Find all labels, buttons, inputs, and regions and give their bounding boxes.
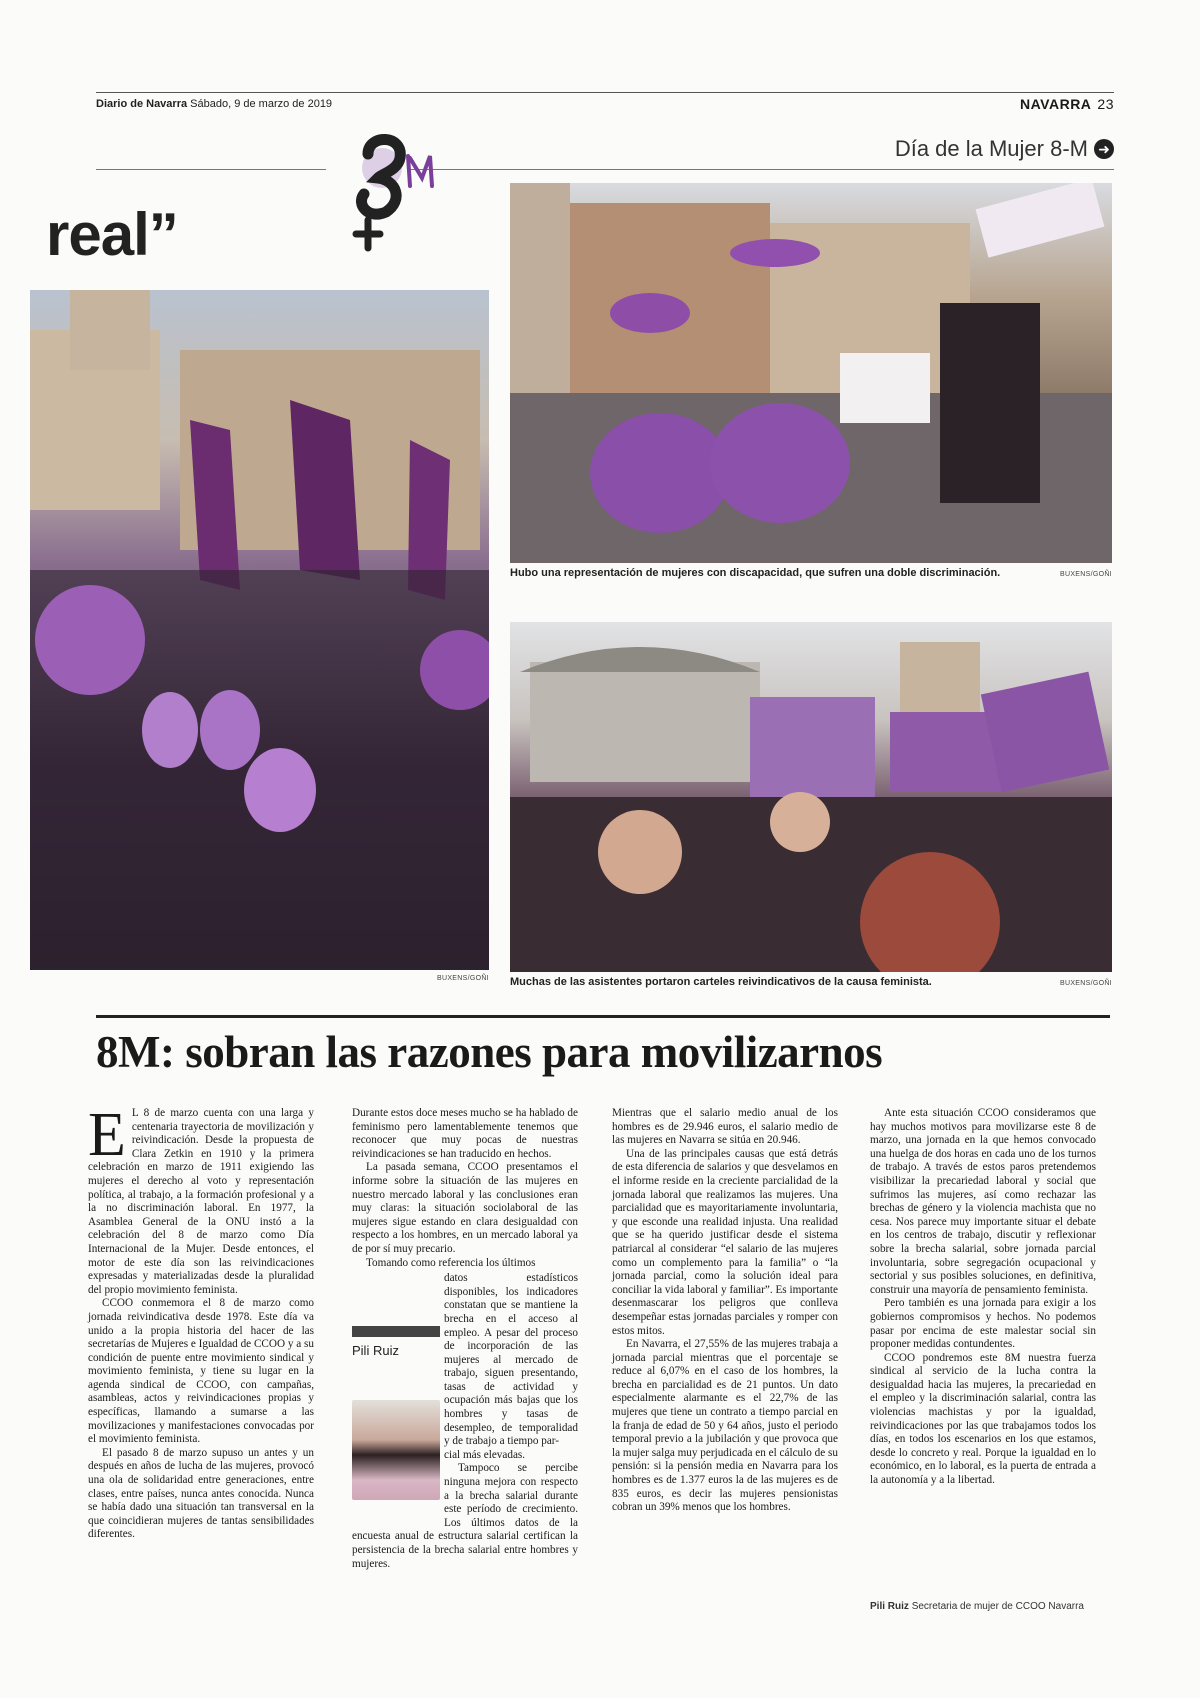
section-rule-right bbox=[410, 169, 1114, 170]
signature-name: Pili Ruiz bbox=[870, 1601, 909, 1612]
article-paragraph: E L 8 de marzo cuenta con una larga y centenaria trayectoria de movilización y reivindicación. Desde la propuesta de Clara Zetkin en 1910 y la primera celebración en marzo de 1911 exigiendo las mujeres el derecho al voto y representación política, al trabajo, a la formación profesional y a la no discriminación laboral. En 1977, la Asamblea General de la ONU instó a la celebración del 8 de marzo como Día Internacional de la Mujer. Desde entonces, el motor de este día son las reivindicaciones expresadas y materializadas desde la pluralidad del propio movimiento feminista. bbox=[88, 1101, 314, 1296]
8m-logo bbox=[338, 116, 448, 256]
photo-credit: BUXENS/GOÑI bbox=[437, 975, 489, 982]
article-column-4 bbox=[870, 1107, 1096, 1488]
kicker-text: real” bbox=[46, 201, 178, 268]
byline-bar bbox=[352, 1326, 440, 1337]
article-headline: 8M: sobran las razones para movilizarnos bbox=[96, 1027, 883, 1077]
header-region bbox=[1020, 96, 1114, 112]
signature-role: Secretaria de mujer de CCOO Navarra bbox=[911, 1601, 1084, 1612]
drop-cap: E bbox=[88, 1101, 126, 1169]
article-paragraph: Ante esta situación CCOO consideramos que hay muchos motivos para movilizarse este 8 de marzo, una jornada en la que hemos convocado una huelga de dos horas en cada uno de los turnos de trabajo. A través de estos paros pretendemos visibilizar la precariedad laboral y social que sufrimos las mujeres, así como rechazar las brechas de género y la violencia machista que no cesa. Nos parece muy importante situar el debate en los centros de trabajo, discutir y reflexionar sobre la brecha salarial, sobre jornada parcial involuntaria, sobre segregación ocupacional y sectorial y sus posibles soluciones, en definitiva, construir una mayoría de pensamiento feminista. bbox=[870, 1107, 1096, 1296]
section-rule-left bbox=[96, 169, 326, 170]
photo-crowd-balloons bbox=[30, 290, 489, 970]
article-paragraph: cial más elevadas. bbox=[444, 1448, 526, 1461]
photo-crowd-balloons-illustration bbox=[30, 290, 489, 970]
photo-placards bbox=[510, 622, 1112, 972]
article-paragraph: Pero también es una jornada para exigir a los gobiernos compromisos y hechos. No podemos pasar por encima de este malestar social sin proponer medidas contundentes. bbox=[870, 1297, 1096, 1351]
article-paragraph: En Navarra, el 27,55% de las mujeres trabaja a jornada parcial mientras que el porcentaje se reduce al 6,07% en el caso de los hombres, la brecha en parcialidad es de 21 puntos. Un dato especialmente alarmante es el 22,7% de las mujeres que tiene un contrato a tiempo parcial en la franja de edad de 50 y 64 años, justo el periodo temporal previo a la jubilación y que provoca que la mujer salga muy perjudicada en el cálculo de su pensión: si la pensión media en Navarra para los hombres es de 1.377 euros la de las mujeres es de 835 euros, es decir las mujeres pensionistas cobran un 39% menos que los hombres. bbox=[612, 1338, 838, 1514]
article-column-1 bbox=[88, 1101, 314, 1542]
photo-credit: BUXENS/GOÑI bbox=[1060, 571, 1112, 578]
region-label: NAVARRA bbox=[1020, 96, 1092, 112]
article-rule bbox=[96, 1015, 1110, 1018]
article-paragraph: Durante estos doce meses mucho se ha hablado de feminismo pero lamentablemente tenemos que reconocer que muy pocas de nuestras reivindicaciones se han traducido en hechos. bbox=[352, 1107, 578, 1160]
arrow-right-icon: ➜ bbox=[1094, 139, 1114, 159]
article-paragraph: Mientras que el salario medio anual de los hombres es de 29.946 euros, el salario medio de las mujeres en Navarra se sitúa en 20.946. bbox=[612, 1107, 838, 1147]
section-title bbox=[895, 136, 1114, 162]
header-rule bbox=[96, 92, 1114, 93]
header-dateline bbox=[96, 98, 332, 110]
photo-caption: Hubo una representación de mujeres con discapacidad, que sufren una doble discriminación. bbox=[510, 567, 1001, 579]
article-column-3 bbox=[612, 1107, 838, 1515]
photo-disability-group bbox=[510, 183, 1112, 563]
author-byline bbox=[352, 1326, 442, 1358]
article-paragraph: Tomando como referencia los últimos bbox=[366, 1256, 536, 1269]
author-portrait bbox=[352, 1400, 440, 1500]
article-paragraph: Tampoco se percibe ninguna mejora con respecto a la brecha salarial durante este período de crecimiento. Los últimos datos de la encuesta anual de estructura salarial certifican la persistencia de la brecha salarial entre hombres y mujeres. bbox=[352, 1462, 578, 1570]
article-paragraph: El pasado 8 de marzo supuso un antes y un después en años de lucha de las mujeres, provocó una ola de solidaridad entre generaciones, entre clases, entre países, nunca antes conocida. Nunca se había dado una situación tan transversal en la que coincidieran mujeres de tantas sensibilidades diferentes. bbox=[88, 1446, 314, 1541]
author-signature bbox=[870, 1601, 1084, 1612]
article-paragraph: CCOO pondremos este 8M nuestra fuerza sindical al servicio de la lucha contra la desigualdad hacia las mujeres, la precariedad en el empleo y la discriminación salarial, contra las violencias machistas y por la igualdad, reivindicaciones por las que trabajamos todos los días, en todos los escenarios en los que estamos, desde lo concreto y real. Porque la igualdad en lo económico, en lo laboral, es la puerta de entrada a la autonomía y a la libertad. bbox=[870, 1351, 1096, 1487]
photo-placards-illustration bbox=[510, 622, 1112, 972]
author-name: Pili Ruiz bbox=[352, 1343, 399, 1358]
issue-date: Sábado, 9 de marzo de 2019 bbox=[190, 98, 333, 110]
article-paragraph: Una de las principales causas que está detrás de esta diferencia de salarios y que desvelamos en el informe reside en la creciente parcialidad de la jornada laboral que realizamos las mujeres. Una parcialidad que es mayoritariamente involuntaria, y que esconde una realidad injusta. Una realidad que se ha querido justificar desde el sistema patriarcal al considerar “el salario de las mujeres como un complemento para la familia” o “la jornada parcial, como la solución ideal para conciliar la vida laboral y familiar”. Es importante desenmascarar los peligros que conlleva desempeñar estas jornadas parciales y romper con estos mitos. bbox=[612, 1147, 838, 1337]
article-paragraph: datos estadísticos disponibles, los indicadores constatan que se mantiene la brecha en el acceso al empleo. A pesar del proceso de incorporación de las mujeres al mercado de trabajo, siguen presentando, tasas de actividad y ocupación más bajas que los hombres y tasas de desempleo, de temporalidad y de trabajo a tiempo par- bbox=[444, 1272, 578, 1448]
newspaper-name: Diario de Navarra bbox=[96, 98, 188, 110]
page-number: 23 bbox=[1097, 96, 1114, 112]
article-paragraph: La pasada semana, CCOO presentamos el informe sobre la situación de las mujeres en nuestro mercado laboral y las conclusiones eran muy claras: la situación sociolaboral de las mujeres sigue estando en clara desigualdad con respecto a los hombres, en un mercado laboral ya de por sí muy precario. bbox=[352, 1161, 578, 1255]
photo-caption: Muchas de las asistentes portaron carteles reivindicativos de la causa feminista. bbox=[510, 976, 932, 988]
article-paragraph: CCOO conmemora el 8 de marzo como jornada reivindicativa desde 1978. Este día va unido a la propia historia del hacer de las secretarías de Mujeres e Igualdad de CCOO y a su condición de puente entre movimiento sindical y movimiento feminista, y tiene su lugar en la agenda sindical de CCOO, con campañas, asambleas, actos y reivindicaciones propias y específicas, llamando a sumarse a las movilizaciones y manifestaciones convocadas por el movimiento feminista. bbox=[88, 1297, 314, 1446]
section-label: Día de la Mujer 8-M bbox=[894, 136, 1088, 161]
photo-disability-group-illustration bbox=[510, 183, 1112, 563]
photo-credit: BUXENS/GOÑI bbox=[1060, 980, 1112, 987]
